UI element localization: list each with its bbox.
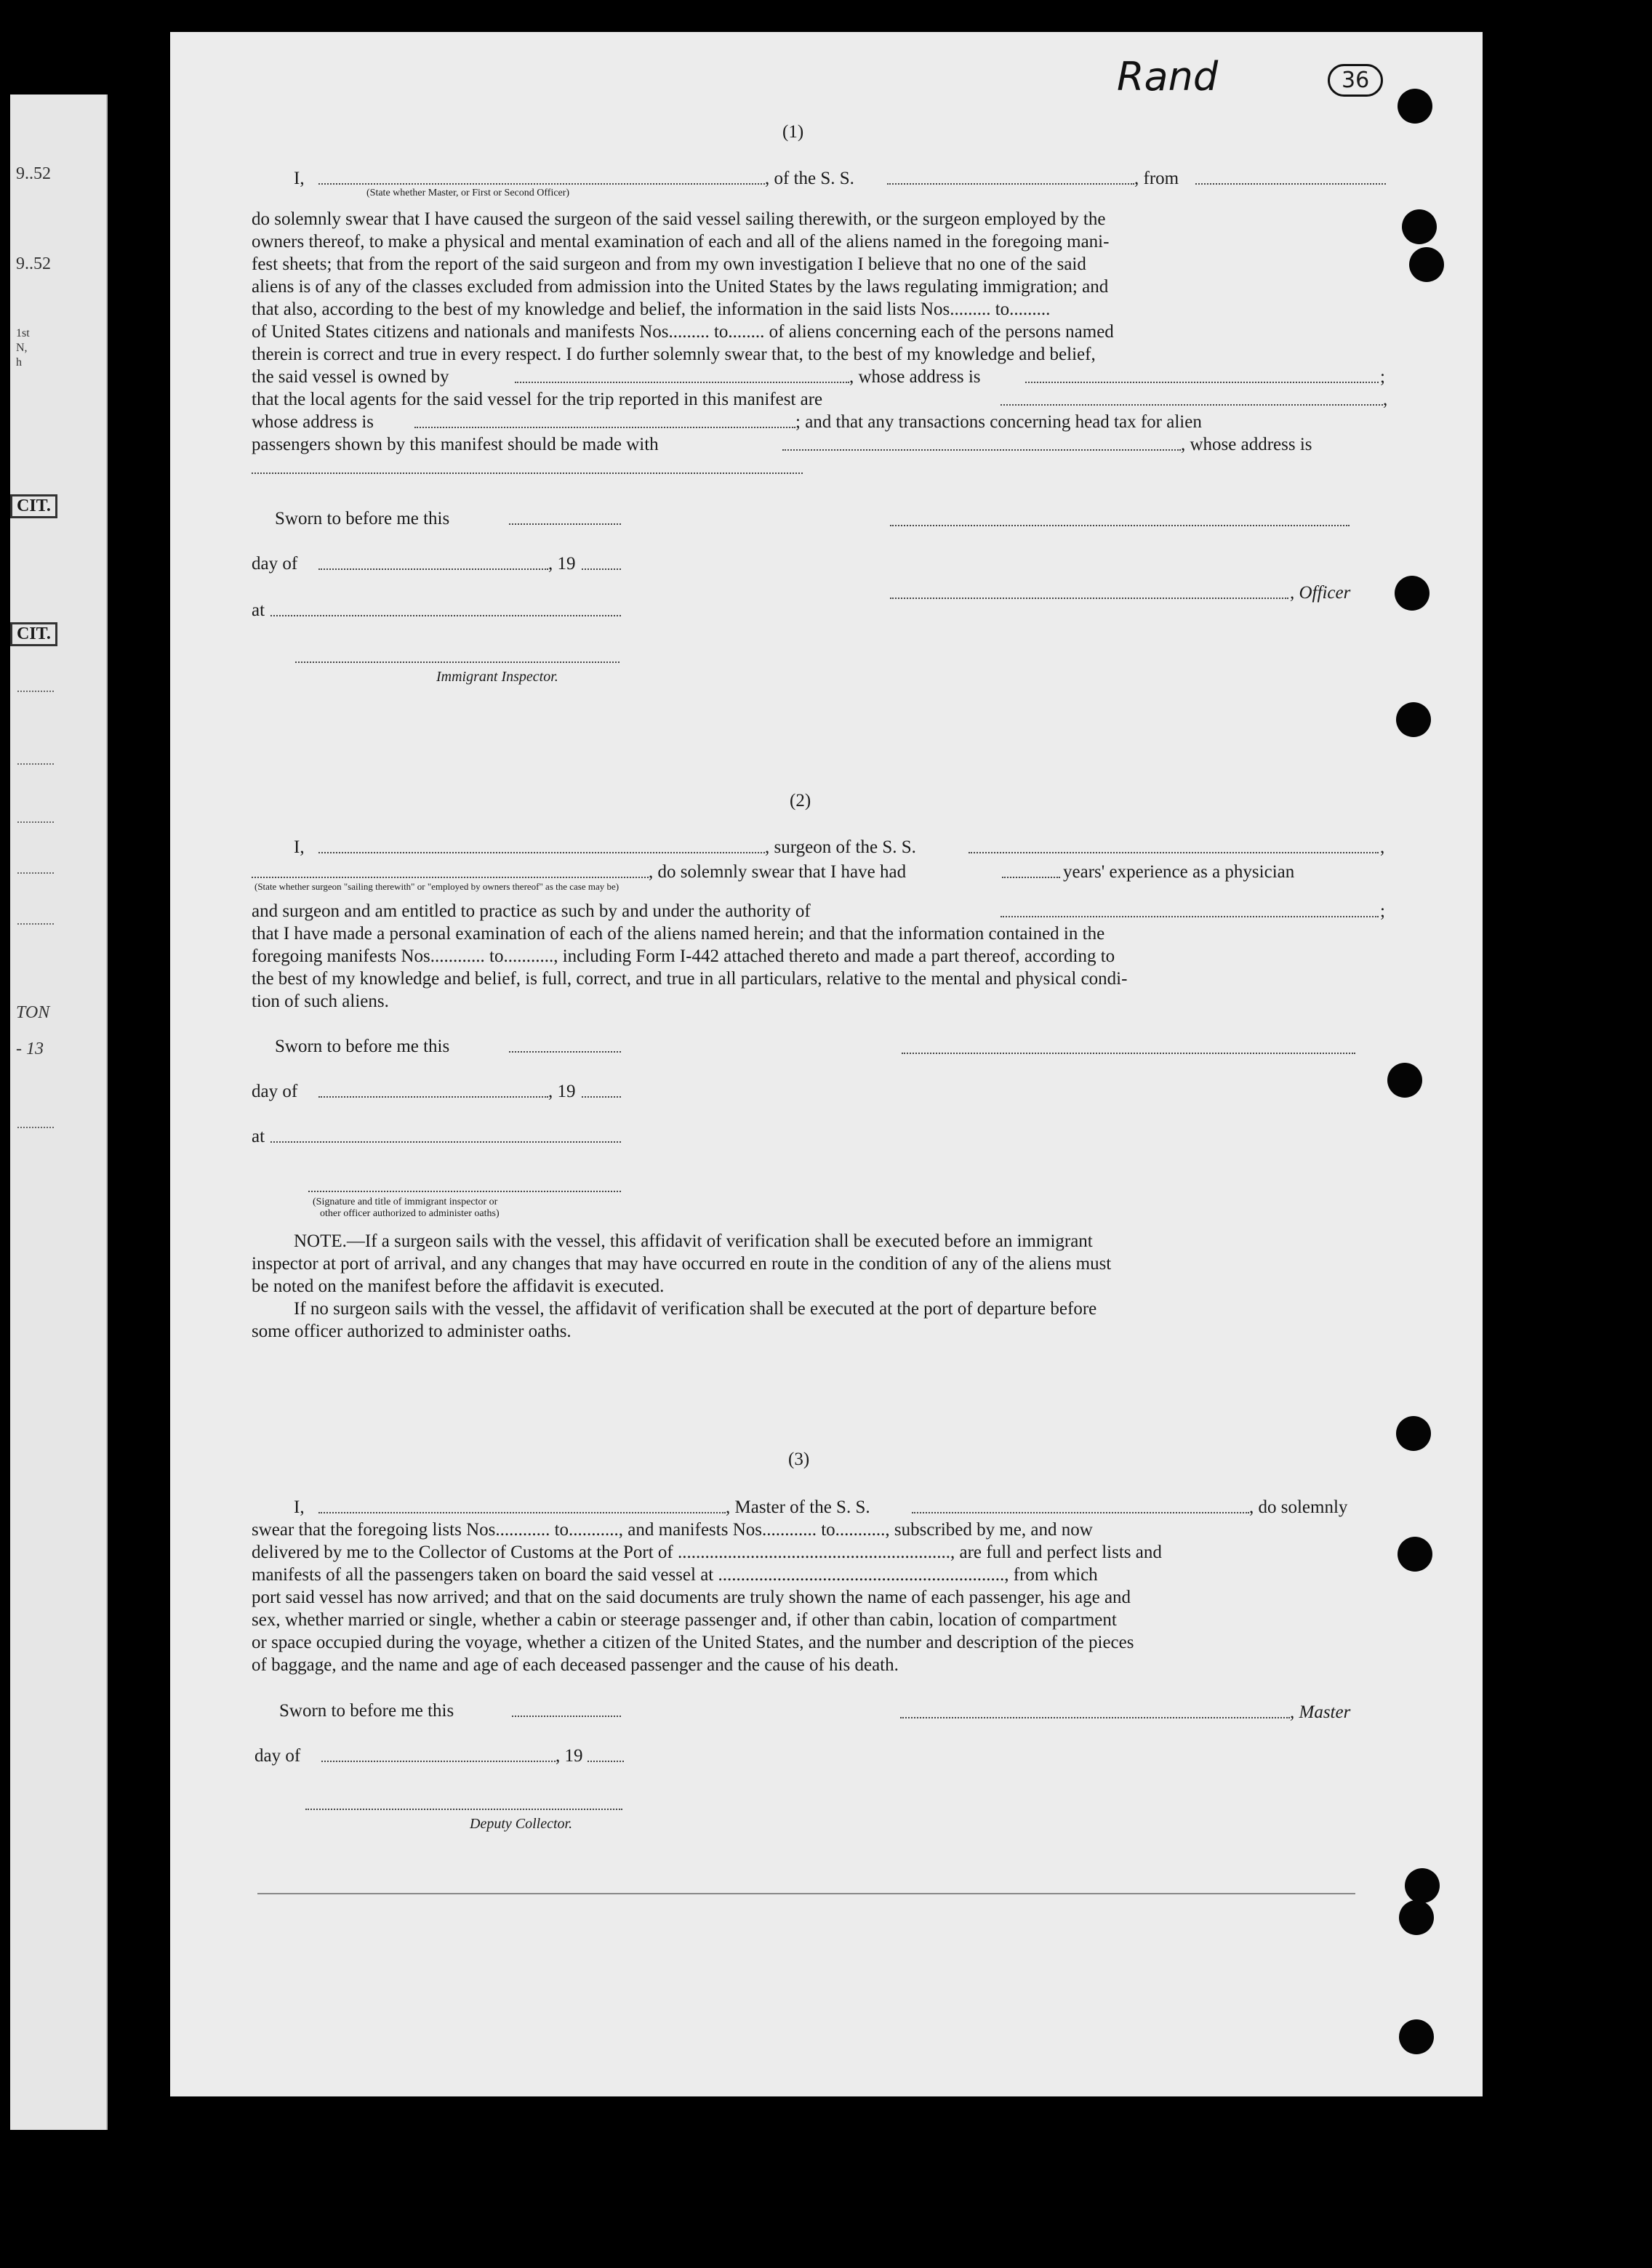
strip-dash (17, 763, 54, 765)
s1-body-line: therein is correct and true in every respect. I do further solemnly swear that, to the best of my knowledge and belief, (252, 345, 1096, 364)
strip-fragment: 9..52 (16, 164, 51, 183)
s1-inspector-signature-field[interactable] (295, 662, 620, 663)
punch-hole (1402, 209, 1437, 244)
s1-blank-line (890, 525, 1350, 526)
s2-sig-note: (Signature and title of immigrant inspector or (313, 1197, 498, 1207)
punch-hole (1387, 1063, 1422, 1098)
s3-master-name-field[interactable] (318, 1512, 726, 1513)
s1-head-tax-address-field[interactable] (252, 472, 803, 474)
s3-sworn-label: Sworn to before me this (279, 1701, 454, 1721)
s2-day-of-label: day of (252, 1082, 298, 1101)
s1-body-line: aliens is of any of the classes excluded from admission into the United States by the laws regulating immigration; and (252, 277, 1109, 297)
s2-status-note: (State whether surgeon "sailing therewith" or "employed by owners thereof" as the case may be) (254, 881, 620, 892)
s1-month-field[interactable] (318, 568, 548, 570)
s2-surgeon-signature-field[interactable] (902, 1053, 1355, 1054)
punch-hole (1409, 247, 1444, 282)
punch-hole (1396, 702, 1431, 737)
s2-surgeon-label: , surgeon of the S. S. (765, 837, 916, 857)
s1-local-agents-label: that the local agents for the said vessel for the trip reported in this manifest are (252, 390, 823, 409)
s3-master-signature-field[interactable] (900, 1717, 1290, 1718)
s1-from-field[interactable] (1195, 183, 1386, 185)
s1-officer-signature-field[interactable] (890, 598, 1288, 599)
s1-local-agents-field[interactable] (1001, 404, 1383, 406)
s2-sig-note: other officer authorized to administer oaths) (320, 1208, 500, 1219)
s1-body-line: owners thereof, to make a physical and mental examination of each and all of the aliens named in the foregoing mani- (252, 232, 1110, 252)
s3-year-field[interactable] (588, 1761, 624, 1762)
s3-month-field[interactable] (321, 1761, 556, 1762)
s1-from-label: , from (1134, 169, 1179, 188)
s2-years-text: years' experience as a physician (1063, 862, 1295, 882)
s2-body-line: foregoing manifests Nos............ to..........., including Form I-442 attached thereto and made a part thereof, according to (252, 946, 1115, 966)
punch-hole (1405, 1868, 1440, 1903)
citizen-stamp: CIT. (10, 494, 57, 518)
s1-whose-address-label: , whose address is (849, 367, 981, 387)
strip-fragment: h (16, 356, 22, 369)
s1-rank-note: (State whether Master, or First or Second Officer) (366, 188, 570, 198)
s3-collector-label: Deputy Collector. (470, 1816, 573, 1832)
s2-at-label: at (252, 1127, 265, 1146)
s3-master-sig-label: , Master (1290, 1702, 1351, 1722)
s2-authority-field[interactable] (1001, 916, 1379, 917)
punch-hole (1399, 2019, 1434, 2054)
s2-sworn-label: Sworn to before me this (275, 1037, 450, 1056)
s2-place-field[interactable] (270, 1141, 621, 1143)
strip-dash (17, 872, 54, 874)
s2-note-line: some officer authorized to administer oaths. (252, 1322, 572, 1341)
s3-body-line: of baggage, and the name and age of each deceased passenger and the cause of his death. (252, 1655, 899, 1675)
s1-day-of-label: day of (252, 554, 298, 574)
s3-collector-signature-field[interactable] (305, 1809, 622, 1810)
s3-solemnly-text: , do solemnly (1249, 1497, 1348, 1517)
strip-fragment: TON (16, 1003, 50, 1022)
s1-i-label: I, (294, 169, 305, 188)
s1-vessel-field[interactable] (887, 183, 1134, 185)
s2-year-field[interactable] (582, 1096, 621, 1098)
s3-body-line: port said vessel has now arrived; and that on the said documents are truly shown the name of each passenger, his age and (252, 1588, 1131, 1607)
s1-at-label: at (252, 600, 265, 620)
section-2-heading: (2) (790, 791, 811, 811)
s2-note-line: NOTE.—If a surgeon sails with the vessel, this affidavit of verification shall be executed before an immigrant (294, 1231, 1093, 1251)
s1-body-line: that also, according to the best of my knowledge and belief, the information in the said lists Nos......... to......... (252, 299, 1051, 319)
s1-owner-field[interactable] (515, 382, 849, 383)
s1-head-tax-agent-field[interactable] (782, 449, 1181, 451)
s2-i-label: I, (294, 837, 305, 857)
punch-hole (1398, 1537, 1432, 1572)
s2-sworn-day-field[interactable] (509, 1051, 621, 1053)
s1-body-line: fest sheets; that from the report of the said surgeon and from my own investigation I believe that no one of the said (252, 254, 1086, 274)
s3-body-line: manifests of all the passengers taken on board the said vessel at ..............................................................., from which (252, 1565, 1098, 1585)
s3-body-line: or space occupied during the voyage, whether a citizen of the United States, and the number and description of the pieces (252, 1633, 1134, 1652)
strip-dash (17, 691, 54, 692)
officer-rank-field[interactable] (318, 183, 765, 185)
s1-officer-label: , Officer (1290, 583, 1351, 603)
punch-hole (1396, 1416, 1431, 1451)
strip-fragment: - 13 (16, 1040, 44, 1058)
s1-agents-address-label: whose address is (252, 412, 374, 432)
strip-fragment: N, (16, 342, 28, 354)
punch-hole (1398, 89, 1432, 124)
s2-year-label: , 19 (548, 1082, 576, 1101)
s1-sworn-label: Sworn to before me this (275, 509, 450, 528)
s2-sailing-status-field[interactable] (252, 877, 649, 878)
s1-body-line: of United States citizens and nationals and manifests Nos......... to........ of aliens concerning each of the persons named (252, 322, 1114, 342)
s1-year-field[interactable] (582, 568, 621, 570)
s1-sworn-day-field[interactable] (509, 523, 621, 525)
s2-note-line: be noted on the manifest before the affidavit is executed. (252, 1276, 665, 1296)
manifest-verification-page: Rand 36 (1) I, , of the S. S. , from (State whether Master, or First or Second Officer) do solemnly swear that I have caused the surgeon of the said vessel sailing therewith, or the surgeon employed by the owners thereof, to make a physical and mental examination of each and all of the aliens named in the foregoing mani- fest sheets; that from the report of the said surgeon and from my own investigation I believe that no one of the said aliens is of any of the classes excluded from admission into the United States by the laws regulating immigration; and that also, according to the best of my knowledge and belief, the information in the said lists Nos......... to......... of United States citizens and nationals and manifests Nos......... to........ of aliens concerning each of the persons named therein is correct and true in every respect. I do further solemnly swear that, to the best of my knowledge and belief, the said vessel is owned by , whose address is ; that the local agents for the said vessel for the trip reported in this manifest are , whose address is ; and that any transactions concerning head tax for alien passengers shown by this manifest should be made with , whose address is Sworn to before me this day of , 19 , Officer at Immigrant Inspector. (2) I, , surgeon of the S. S. , , do solemnly swear that I have had years' experience as a physician (State whether surgeon "sailing therewith" or "employed by owners thereof" as the case may be) and surgeon and am entitled to practice as such by and under the authority of ; that I have made a personal examination of each of the aliens named herein; and that the information contained in the foregoing manifests Nos............ to..........., including Form I-442 attached thereto and made a part thereof, according to the best of my knowledge and belief, is full, correct, and true in all particulars, relative to the mental and physical condi- tion of such aliens. Sworn to before me this day of , 19 at (Signature and title of immigrant inspector or other officer authorized to administer oaths) NOTE.—If a surgeon sails with the vessel, this affidavit of verification shall be executed before an immigrant inspector at port of arrival, and any changes that may have occurred en route in the condition of any of the aliens must be noted on the manifest before the affidavit is executed. If no surgeon sails with the vessel, the affidavit of verification shall be executed at the port of departure before some officer authorized to administer oaths. (3) I, , Master of the S. S. , do solemnly swear that the foregoing lists Nos............ to..........., and manifests Nos............ to..........., subscribed by me, and now delivered by me to the Collector of Customs at the Port of ............................................................, are full and perfect lists and manifests of all the passengers taken on board the said vessel at ..............................................................., from which port said vessel has now arrived; and that on the said documents are truly shown the name of each passenger, his age and sex, whether married or single, whether a cabin or steerage passenger and, if other than cabin, location of compartment or space occupied during the voyage, whether a citizen of the United States, and the number and description of the pieces of baggage, and the name and age of each deceased passenger and the cause of his death. Sworn to before me this , Master day of , 19 Deputy Collector. (170, 32, 1483, 2096)
s3-body-line: delivered by me to the Collector of Customs at the Port of ............................................................, are full and perfect lists and (252, 1543, 1162, 1562)
s1-of-ss-label: , of the S. S. (765, 169, 854, 188)
s3-body-line: swear that the foregoing lists Nos............ to..........., and manifests Nos............ to..........., subscribed by me, and now (252, 1520, 1093, 1540)
punch-hole (1395, 576, 1430, 611)
strip-fragment: 1st (16, 327, 30, 339)
strip-dash (17, 923, 54, 925)
s3-sworn-day-field[interactable] (512, 1716, 621, 1717)
s1-whose-address-end: , whose address is (1181, 435, 1312, 454)
s2-swear-text: , do solemnly swear that I have had (649, 862, 907, 882)
punch-hole (1399, 1900, 1434, 1935)
page-number: 36 (1328, 64, 1383, 97)
s1-agents-address-field[interactable] (414, 427, 795, 428)
s1-place-field[interactable] (270, 615, 621, 616)
citizen-stamp: CIT. (10, 622, 57, 646)
s2-body-line: the best of my knowledge and belief, is full, correct, and true in all particulars, relative to the mental and physical condi- (252, 969, 1128, 989)
s3-master-label: , Master of the S. S. (726, 1497, 870, 1517)
section-1-heading: (1) (782, 122, 804, 142)
strip-dash (17, 1127, 54, 1128)
s3-body-line: sex, whether married or single, whether a cabin or steerage passenger and, if other than cabin, location of compartment (252, 1610, 1117, 1630)
s1-passengers-text: passengers shown by this manifest should be made with (252, 435, 659, 454)
s3-year-label: , 19 (556, 1746, 583, 1766)
s2-surgeon-name-field[interactable] (318, 852, 765, 853)
s2-note-line: inspector at port of arrival, and any changes that may have occurred en route in the condition of any of the aliens must (252, 1254, 1112, 1274)
s2-note-line: If no surgeon sails with the vessel, the affidavit of verification shall be executed at the port of departure before (294, 1299, 1097, 1319)
bottom-rule (257, 1893, 1355, 1894)
strip-dash (17, 821, 54, 823)
s2-officer-signature-field[interactable] (308, 1191, 621, 1192)
s1-body-line: do solemnly swear that I have caused the surgeon of the said vessel sailing therewith, or the surgeon employed by the (252, 209, 1106, 229)
section-3-heading: (3) (788, 1449, 810, 1469)
handwritten-name: Rand (1117, 54, 1219, 100)
s2-month-field[interactable] (318, 1096, 548, 1098)
s2-body-line: that I have made a personal examination of each of the aliens named herein; and that the information contained in the (252, 924, 1105, 944)
s3-vessel-field[interactable] (912, 1512, 1249, 1513)
s1-inspector-label: Immigrant Inspector. (436, 669, 558, 685)
s3-i-label: I, (294, 1497, 305, 1517)
s1-owned-by-label: the said vessel is owned by (252, 367, 449, 387)
adjacent-page-strip (10, 94, 108, 2130)
s2-authority-text: and surgeon and am entitled to practice as such by and under the authority of (252, 901, 811, 921)
s1-owner-address-field[interactable] (1025, 382, 1379, 383)
strip-fragment: 9..52 (16, 254, 51, 273)
s2-vessel-field[interactable] (969, 852, 1379, 853)
s1-head-tax-text: ; and that any transactions concerning head tax for alien (795, 412, 1202, 432)
s1-year-label: , 19 (548, 554, 576, 574)
s2-body-line: tion of such aliens. (252, 992, 389, 1011)
s3-day-of-label: day of (254, 1746, 301, 1766)
s2-years-field[interactable] (1002, 877, 1060, 878)
